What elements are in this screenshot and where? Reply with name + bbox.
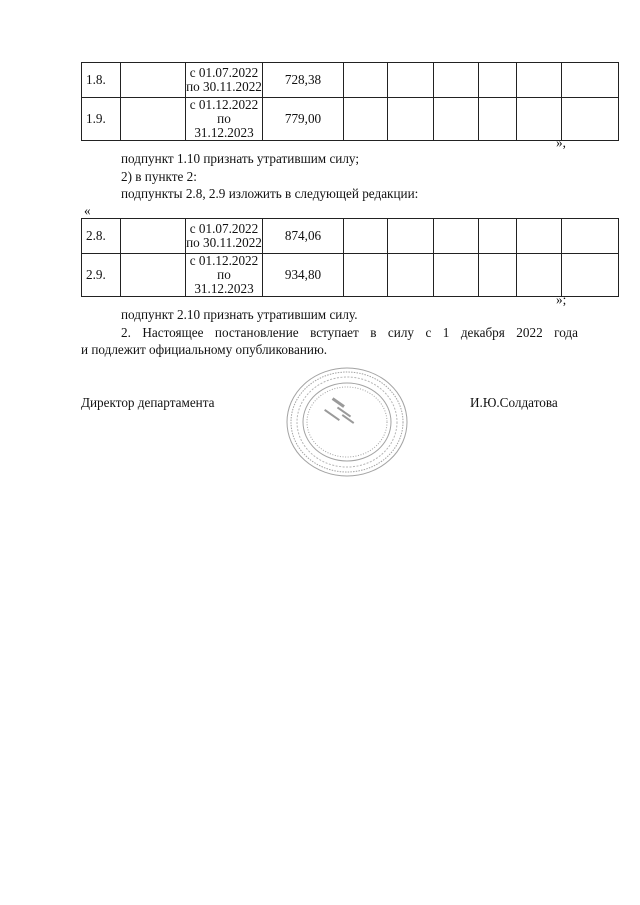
table-row — [82, 98, 619, 141]
empty-cell — [121, 98, 186, 141]
empty-cell — [388, 98, 434, 141]
period-to: по 30.11.2022 — [186, 235, 262, 250]
text-line: подпункт 1.10 признать утратившим силу; — [121, 151, 360, 166]
empty-cell — [434, 98, 479, 141]
rate-value: 934,80 — [263, 254, 344, 297]
row-number: 1.9. — [82, 98, 121, 141]
period-to: по 30.11.2022 — [186, 79, 262, 94]
table-row — [82, 63, 619, 98]
empty-cell — [388, 219, 434, 254]
paragraph-line: 2. Настоящее постановление вступает в силу с 1 декабря 2022 года — [121, 325, 578, 340]
rate-value: 728,38 — [263, 63, 344, 98]
empty-cell — [121, 219, 186, 254]
empty-cell — [479, 219, 517, 254]
text-line: подпункты 2.8, 2.9 изложить в следующей редакции: — [121, 186, 419, 201]
table-row — [82, 219, 619, 254]
paragraph-line: и подлежит официальному опубликованию. — [81, 342, 328, 357]
opening-quote: « — [84, 203, 91, 218]
tariff-table-2 — [81, 218, 619, 297]
signatory-name: И.Ю.Солдатова — [470, 395, 558, 410]
text-line: подпункт 2.10 признать утратившим силу. — [121, 307, 358, 322]
period-to: по 31.12.2023 — [194, 267, 254, 296]
empty-cell — [517, 254, 562, 297]
period-cell — [186, 63, 263, 98]
period-cell — [186, 219, 263, 254]
empty-cell — [344, 254, 388, 297]
empty-cell — [517, 98, 562, 141]
rate-value: 779,00 — [263, 98, 344, 141]
period-from: с 01.12.2022 — [189, 97, 259, 112]
empty-cell — [121, 254, 186, 297]
empty-cell — [517, 219, 562, 254]
text-line: 2) в пункте 2: — [121, 169, 197, 184]
table-row — [82, 254, 619, 297]
empty-cell — [344, 63, 388, 98]
empty-cell — [388, 63, 434, 98]
period-cell — [186, 98, 263, 141]
effective-date-paragraph — [81, 324, 578, 358]
row-number: 1.8. — [82, 63, 121, 98]
signatory-position: Директор департамента — [81, 395, 215, 410]
period-cell — [186, 254, 263, 297]
empty-cell — [344, 219, 388, 254]
row-number: 2.9. — [82, 254, 121, 297]
empty-cell — [434, 63, 479, 98]
empty-cell — [562, 219, 619, 254]
rate-value: 874,06 — [263, 219, 344, 254]
empty-cell — [434, 254, 479, 297]
empty-cell — [479, 98, 517, 141]
empty-cell — [434, 219, 479, 254]
official-seal-stamp — [285, 366, 409, 478]
period-from: с 01.07.2022 — [189, 221, 259, 236]
empty-cell — [562, 254, 619, 297]
empty-cell — [479, 254, 517, 297]
empty-cell — [479, 63, 517, 98]
period-from: с 01.12.2022 — [189, 253, 259, 268]
closing-quote: », — [556, 135, 566, 150]
empty-cell — [562, 98, 619, 141]
empty-cell — [344, 98, 388, 141]
tariff-table-1 — [81, 62, 619, 141]
period-to: по 31.12.2023 — [194, 111, 254, 140]
period-from: с 01.07.2022 — [189, 65, 259, 80]
empty-cell — [517, 63, 562, 98]
closing-quote: »; — [556, 292, 567, 307]
empty-cell — [562, 63, 619, 98]
empty-cell — [388, 254, 434, 297]
empty-cell — [121, 63, 186, 98]
row-number: 2.8. — [82, 219, 121, 254]
